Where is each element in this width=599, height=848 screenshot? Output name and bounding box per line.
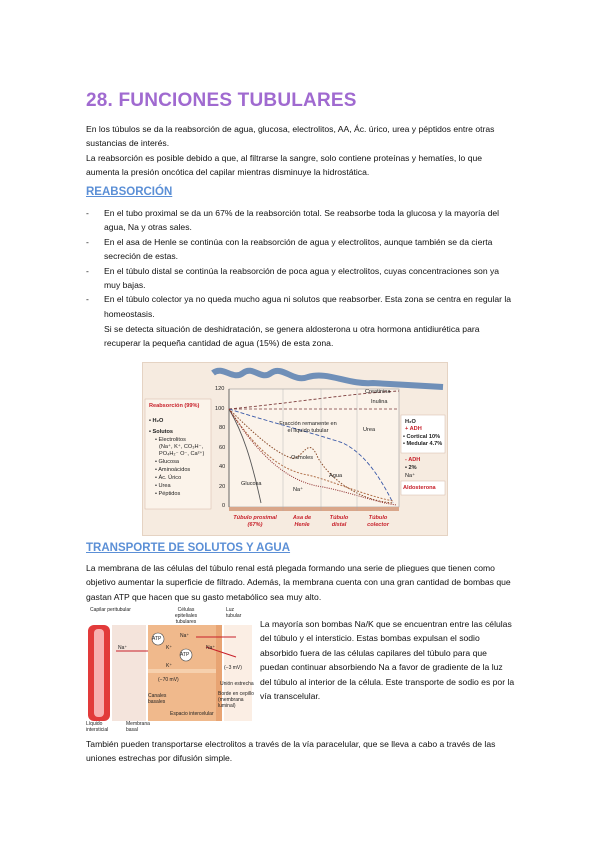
label-espacio: Espacio intercelular — [170, 711, 214, 717]
reabsorcion-list — [86, 206, 516, 321]
solute-item: • Aminoácidos — [155, 467, 191, 473]
label-k: K⁺ — [166, 663, 172, 669]
rp-medular: • Medular 4.7% — [403, 441, 443, 447]
intercellular-space — [148, 669, 218, 673]
curve-label-agua: Agua — [329, 473, 343, 479]
label-membrana: Membrana basal — [126, 721, 150, 733]
curve-label-osmoles: Osmoles — [291, 455, 314, 461]
reabsorcion-label: Reabsorción (99%) — [149, 403, 200, 409]
y-tick: 80 — [219, 425, 226, 431]
segment-bar — [229, 507, 399, 511]
page-title: 28. FUNCIONES TUBULARES — [86, 90, 357, 111]
transport-figure — [86, 607, 254, 735]
label-luz: Luz tubular — [226, 607, 242, 619]
list-item-text: En el tubo proximal se da un 67% de la reabsorción total. Se reabsorbe toda la glucosa y la mayoría del agua, Na y otras sales. — [104, 208, 500, 233]
solute-item: • Glucosa — [155, 459, 180, 465]
label-atp: ATP — [180, 652, 190, 658]
y-tick: 20 — [219, 484, 226, 490]
y-tick: 60 — [219, 445, 226, 451]
label-atp: ATP — [152, 636, 162, 642]
tubule-shape — [213, 371, 443, 387]
y-tick: 100 — [215, 406, 225, 412]
reabsorption-figure — [142, 362, 448, 536]
interstitium — [112, 625, 146, 721]
label-mv3: (−3 mV) — [224, 665, 242, 671]
list-dash: - — [86, 294, 89, 305]
curve-label-na: Na⁺ — [293, 487, 304, 493]
label-canales: Canales basales — [148, 693, 167, 705]
list-item — [86, 206, 516, 235]
list-item-text: En el túbulo distal se continúa la reabsorción de poca agua y electrolitos, cuyas concentraciones son ya muy bajas. — [104, 265, 500, 291]
label-capilar: Capilar peritubular — [90, 607, 131, 613]
curve-label-na-right: Na⁺ — [405, 473, 416, 479]
curve-label-urea: Urea — [363, 427, 376, 433]
y-tick: 0 — [222, 503, 226, 509]
h2o-label: • H₂O — [149, 418, 164, 424]
rp-h2o: H₂O — [405, 419, 416, 425]
solute-item: • Péptidos — [155, 491, 181, 497]
label-na: Na⁺ — [206, 645, 216, 651]
list-dash: - — [86, 265, 89, 276]
rp-cortical: • Cortical 10% — [403, 434, 441, 440]
label-na: Na⁺ — [180, 633, 190, 639]
curve-label-fraccion: Fracción remanente en el líquido tubular — [279, 421, 337, 434]
rp-two-pct: • 2% — [405, 465, 417, 471]
list-item — [86, 292, 516, 321]
list-item — [86, 235, 516, 264]
segment-label: Túbulo distal — [329, 515, 349, 528]
solute-item: PO₄H₂⁻ O⁻, Ca²⁺) — [159, 451, 205, 457]
label-liquido: Líquido intersticial — [86, 721, 109, 733]
y-tick: 120 — [215, 386, 225, 392]
section-heading-reabsorcion: REABSORCIÓN — [86, 186, 173, 198]
intro-paragraph-1: En los túbulos se da la reabsorción de agua, glucosa, electrolitos, AA, Ác. úrico, urea y péptidos entre otras sustancias de interés. — [86, 124, 495, 149]
curve-label-creatinina: Creatinina — [365, 389, 391, 395]
intro-paragraph-2: La reabsorción es posible debido a que, al filtrarse la sangre, solo contiene proteínas y hematíes, lo que aumenta la presión oncótica del capilar mientras disminuye la hidrostática. — [86, 153, 483, 178]
solute-item: • Electrolitos — [155, 437, 186, 443]
rp-adh-minus: - ADH — [405, 457, 421, 463]
solute-item: • Ác. Úrico — [155, 475, 182, 481]
label-na: Na⁺ — [118, 645, 128, 651]
solutos-label: • Solutos — [149, 429, 174, 435]
section-heading-transporte: TRANSPORTE DE SOLUTOS Y AGUA — [86, 542, 291, 554]
label-mv70: (−70 mV) — [158, 677, 179, 683]
transporte-paragraph-3: También pueden transportarse electrolitos a través de la vía paracelular, que se lleva a cabo a través de las uniones estrechas por difusión simple. — [86, 739, 496, 764]
list-item-text: En el asa de Henle se continúa con la reabsorción de agua y electrolitos, aunque también se da cierta secreción de estas. — [104, 236, 493, 262]
segment-label: Túbulo proximal (67%) — [233, 515, 277, 528]
curve-label-inulina: Inulina — [371, 399, 388, 405]
list-item — [86, 264, 516, 293]
rp-aldosterona: Aldosterona — [403, 485, 436, 491]
list-dash: - — [86, 236, 89, 247]
list-dash: - — [86, 208, 89, 218]
transporte-paragraph-2: La mayoría son bombas Na/K que se encuentran entre las células del túbulo y el intersticio. Estas bombas expulsan el sodio absorbido fuera de las células capilares del túbulo para que puedan continuar absorbiendo Na a favor de gradiente de la luz del túbulo al interior de la célula. Este transporte de sodio es por la vía transcelular. — [260, 619, 515, 702]
capillary-lumen — [94, 629, 104, 717]
solute-item: (Na⁺, K⁺, CO₃H⁻, — [159, 444, 204, 450]
y-tick: 40 — [219, 464, 226, 470]
label-union: Unión estrecha — [220, 681, 254, 687]
solute-item: • Urea — [155, 483, 171, 489]
list-item-text: En el túbulo colector ya no queda mucho agua ni solutos que reabsorber. Esta zona se centra en regular la homeostasis. — [104, 294, 512, 319]
label-k: K⁺ — [166, 645, 172, 651]
segment-label: Asa de Henle — [292, 515, 312, 528]
transporte-paragraph-1: La membrana de las células del túbulo renal está plegada formando una serie de pliegues que tienen como objetivo aumentar la superficie de filtrado. Además, la membrana cuenta con una gran cantidad de bombas que gastan ATP que hacen que su gasto metabólico sea muy alto. — [86, 563, 511, 602]
label-celulas: Células epiteliales tubulares — [174, 607, 198, 625]
rp-adh-plus: + ADH — [405, 426, 422, 432]
dehydration-note: Si se detecta situación de deshidratación, se genera aldosterona u otra hormona antidiurética para recuperar la pequeña cantidad de agua (15%) de esta zona. — [104, 324, 480, 349]
label-borde: Borde en cepillo (membrana luminal) — [218, 691, 254, 709]
segment-label: Túbulo colector — [367, 515, 389, 528]
curve-label-glucosa: Glucosa — [241, 481, 262, 487]
